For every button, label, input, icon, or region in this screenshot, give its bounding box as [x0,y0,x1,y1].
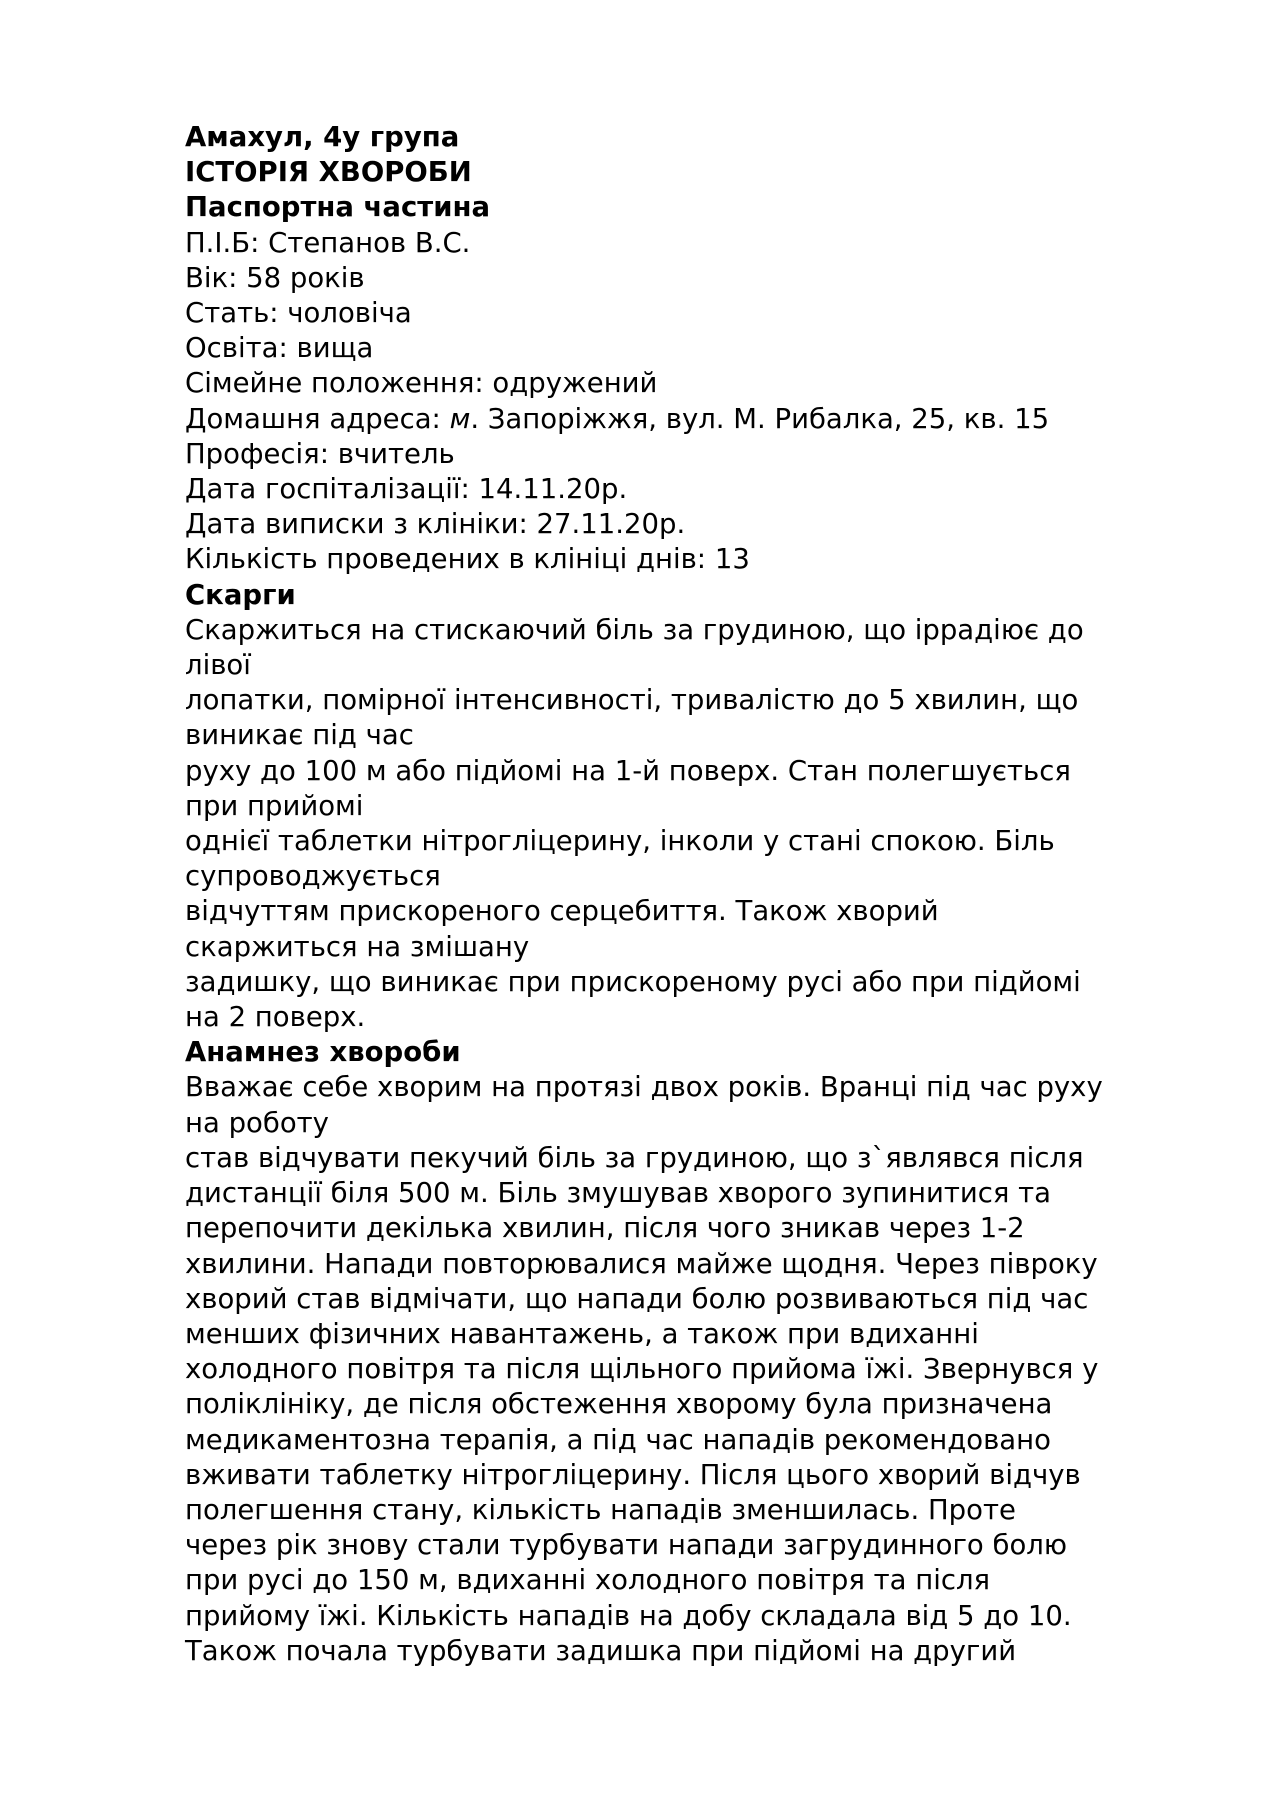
complaints-line: задишку, що виникає при прискореному русі або при підйомі [185,965,1081,998]
passport-heading: Паспортна частина [185,191,491,224]
complaints-line: виникає під час [185,719,414,752]
patient-address [185,402,1195,437]
document-title: ІСТОРІЯ ХВОРОБИ [185,156,472,189]
patient-sex: Стать: чоловіча [185,297,412,330]
complaints-line: руху до 100 м або підйомі на 1-й поверх. Стан полегшується [185,754,1071,787]
anamnesis-line: хворий став відмічати, що напади болю розвиваються під час [185,1282,1089,1315]
patient-education: Освіта: вища [185,332,374,365]
anamnesis-heading: Анамнез хвороби [185,1036,461,1069]
discharge-date: Дата виписки з клініки: 27.11.20р. [185,508,686,541]
complaints-line: відчуттям прискореного серцебиття. Також хворий [185,895,939,928]
anamnesis-line: перепочити декілька хвилин, після чого зникав через 1-2 [185,1212,1025,1245]
complaints-line: скаржиться на змішану [185,930,530,963]
document-page [185,120,1195,1669]
patient-age: Вік: 58 років [185,261,365,294]
patient-name: П.І.Б: Степанов В.С. [185,226,471,259]
anamnesis-line: вживати таблетку нітрогліцерину. Після цього хворий відчув [185,1458,1081,1491]
anamnesis-line: на роботу [185,1106,329,1139]
complaints-line: на 2 поверх. [185,1001,366,1034]
admission-date: Дата госпіталізації: 14.11.20р. [185,473,628,506]
address-city-prefix: м [449,402,471,435]
complaints-line: однієї таблетки нітрогліцерину, інколи у стані спокою. Біль [185,825,1055,858]
complaints-line: лопатки, помірної інтенсивності, тривалістю до 5 хвилин, що [185,684,1079,717]
anamnesis-line: через рік знову стали турбувати напади загрудинного болю [185,1529,1068,1562]
anamnesis-line: холодного повітря та після щільного прийома їжі. Звернувся у [185,1353,1099,1386]
address-rest: . Запоріжжя, вул. М. Рибалка, 25, кв. 15 [470,402,1050,435]
anamnesis-line: поліклініку, де після обстеження хворому була призначена [185,1388,1053,1421]
anamnesis-line: Також почала турбувати задишка при підйомі на другий [185,1634,1017,1667]
anamnesis-line: менших фізичних навантажень, а також при вдиханні [185,1317,979,1350]
anamnesis-line: прийому їжі. Кількість нападів на добу складала від 5 до 10. [185,1599,1072,1632]
anamnesis-line: медикаментозна терапія, а під час нападів рекомендовано [185,1423,1051,1456]
address-label: Домашня адреса: [185,402,450,435]
complaints-line: супроводжується [185,860,441,893]
days-in-clinic: Кількість проведених в клініці днів: 13 [185,543,750,576]
patient-marital-status: Сімейне положення: одружений [185,367,658,400]
anamnesis-line: полегшення стану, кількість нападів зменшилась. Проте [185,1493,1016,1526]
patient-profession: Професія: вчитель [185,437,455,470]
complaints-heading: Скарги [185,578,296,611]
anamnesis-line: при русі до 150 м, вдиханні холодного повітря та після [185,1564,991,1597]
student-line: Амахул, 4у група [185,121,460,153]
complaints-line: при прийомі [185,789,364,822]
anamnesis-line: хвилини. Напади повторювалися майже щодня. Через півроку [185,1247,1098,1280]
anamnesis-line: Вважає себе хворим на протязі двох років. Вранці під час руху [185,1071,1103,1104]
anamnesis-line: дистанції біля 500 м. Біль змушував хворого зупинитися та [185,1177,1052,1210]
complaints-line: лівої [185,649,251,682]
anamnesis-line: став відчувати пекучий біль за грудиною, що з`являвся після [185,1141,1084,1174]
complaints-line: Скаржиться на стискаючий біль за грудиною, що іррадіює до [185,613,1084,646]
